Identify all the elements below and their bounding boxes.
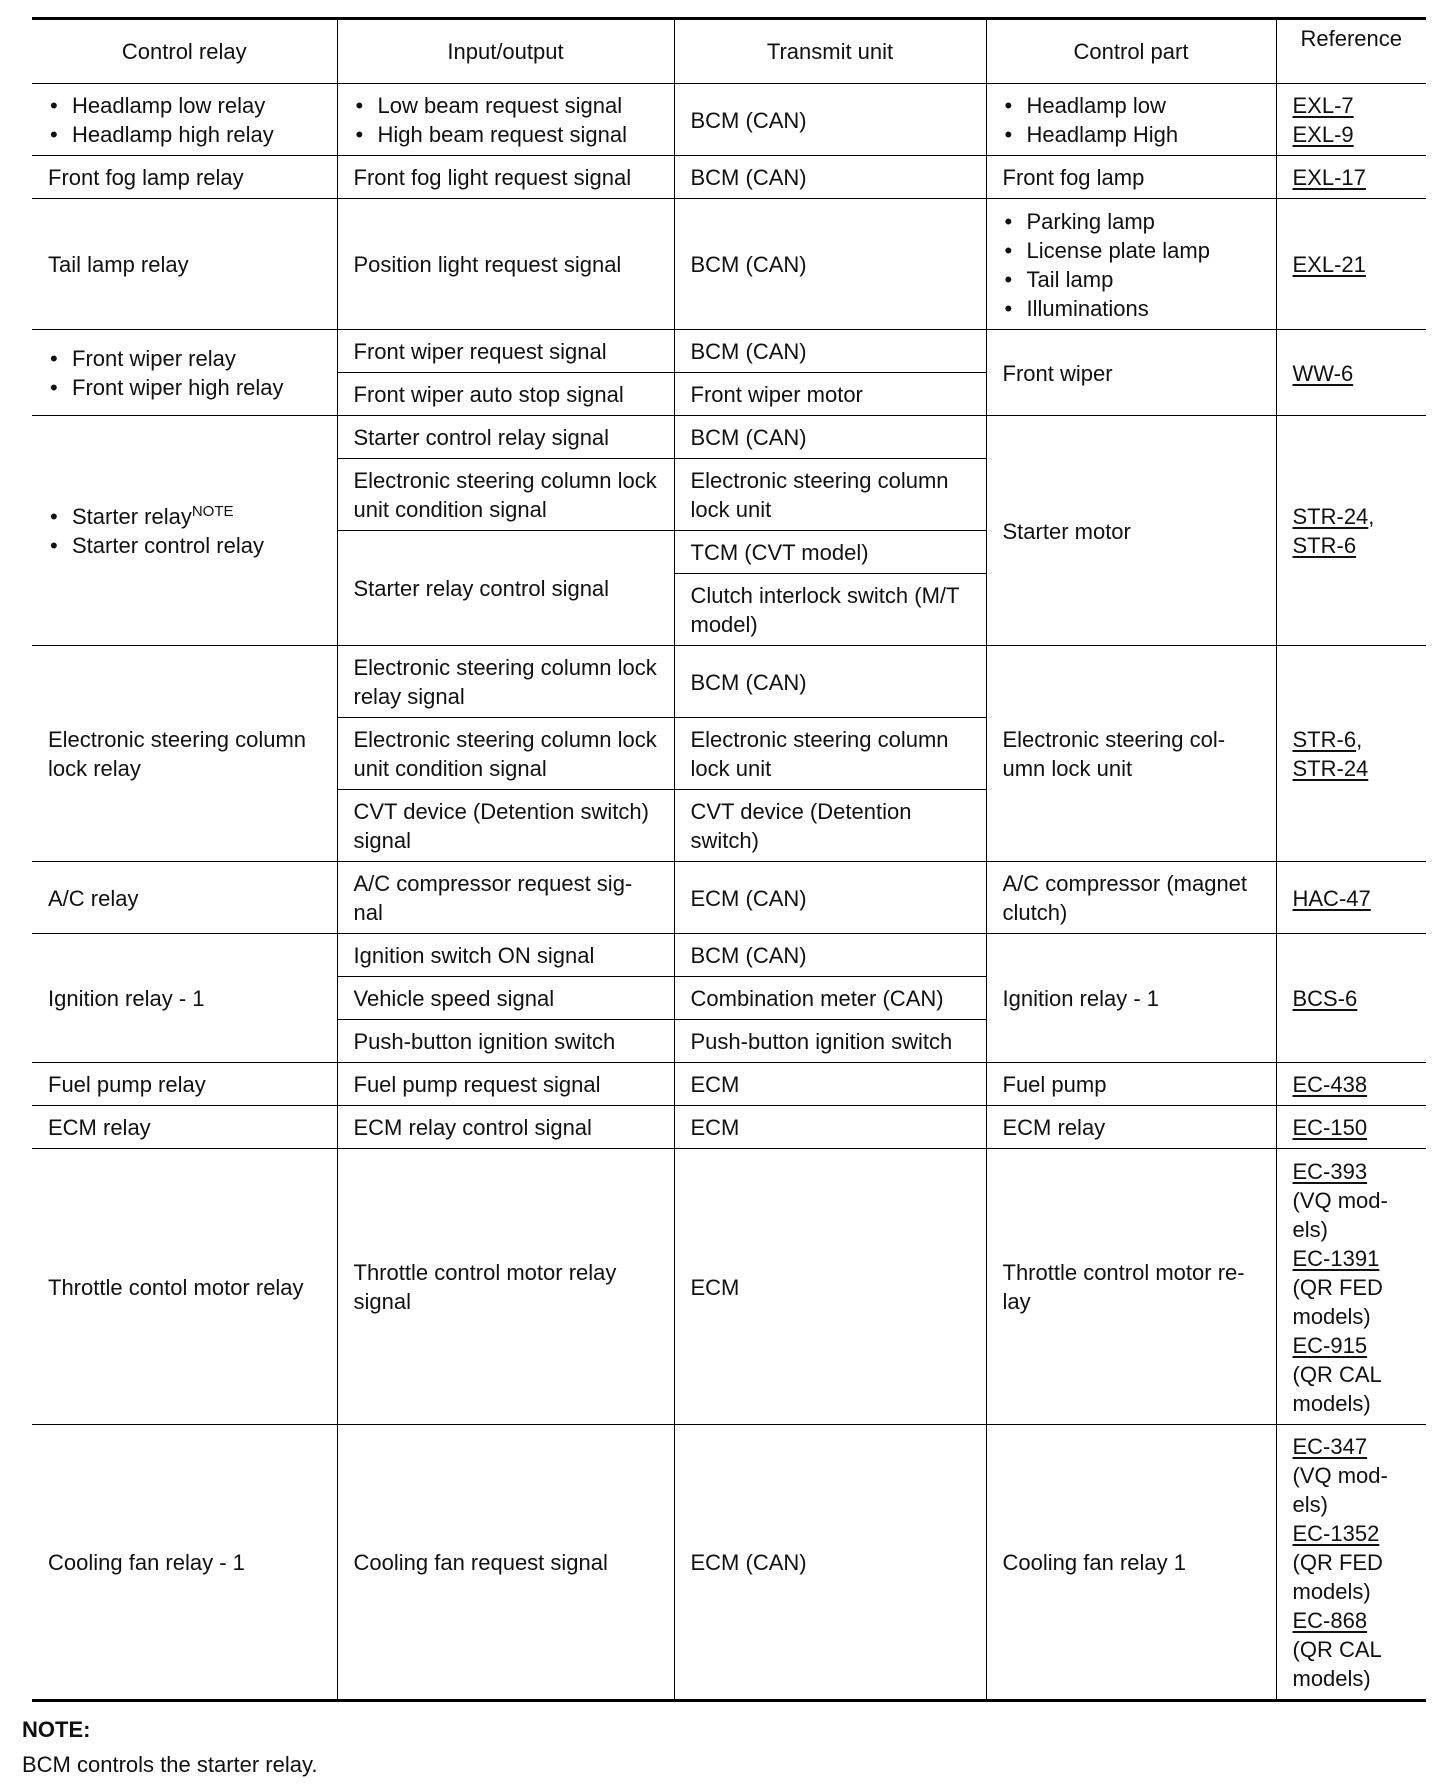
list-item: • Headlamp low relay bbox=[48, 91, 323, 120]
starter-relay-label: Starter relay bbox=[72, 504, 192, 529]
list-item: • Headlamp High bbox=[1003, 120, 1262, 149]
cell-control-relay: A/C relay bbox=[32, 862, 337, 934]
list-item: • Low beam request signal bbox=[354, 91, 660, 120]
cell-transmit-unit: CVT device (Detention switch) bbox=[674, 790, 986, 862]
cell-input-output: Throttle control motor relay signal bbox=[337, 1149, 674, 1425]
cell-input-output: ECM relay control signal bbox=[337, 1106, 674, 1149]
cell-input-output: Ignition switch ON signal bbox=[337, 934, 674, 977]
cell-reference bbox=[1276, 330, 1426, 416]
reference-link[interactable]: BCS-6 bbox=[1292, 986, 1358, 1011]
reference-note: (QR FED models) bbox=[1292, 1550, 1383, 1604]
cell-control-part bbox=[986, 84, 1276, 156]
reference-link[interactable]: EC-1391 bbox=[1292, 1245, 1380, 1271]
cell-input-output: Front wiper auto stop signal bbox=[337, 373, 674, 416]
cell-control-part bbox=[986, 199, 1276, 330]
cell-reference bbox=[1276, 862, 1426, 934]
reference-link[interactable]: STR-24 bbox=[1292, 756, 1369, 781]
table-row bbox=[32, 1149, 1426, 1425]
list-item: • Headlamp low bbox=[1003, 91, 1262, 120]
cell-reference bbox=[1276, 646, 1426, 862]
cell-reference bbox=[1276, 1149, 1426, 1425]
list-item: • Headlamp high relay bbox=[48, 120, 323, 149]
cell-reference bbox=[1276, 84, 1426, 156]
cell-reference bbox=[1276, 1063, 1426, 1106]
table-row bbox=[32, 84, 1426, 156]
list-item: • Tail lamp bbox=[1003, 265, 1262, 294]
cell-input-output: CVT device (Detention switch) signal bbox=[337, 790, 674, 862]
cell-transmit-unit: TCM (CVT model) bbox=[674, 531, 986, 574]
reference-link[interactable]: STR-6 bbox=[1292, 727, 1357, 752]
cell-transmit-unit: BCM (CAN) bbox=[674, 330, 986, 373]
list-item bbox=[48, 502, 323, 531]
header-input-output: Input/output bbox=[337, 19, 674, 84]
cell-control-relay: Ignition relay - 1 bbox=[32, 934, 337, 1063]
header-control-part: Control part bbox=[986, 19, 1276, 84]
cell-control-part: Throttle control motor re-lay bbox=[986, 1149, 1276, 1425]
reference-link[interactable]: EXL-9 bbox=[1292, 122, 1354, 147]
reference-link[interactable]: EXL-17 bbox=[1292, 165, 1366, 190]
cell-input-output: Cooling fan request signal bbox=[337, 1425, 674, 1701]
reference-link[interactable]: STR-6 bbox=[1292, 533, 1357, 558]
table-row bbox=[32, 862, 1426, 934]
cell-input-output: Fuel pump request signal bbox=[337, 1063, 674, 1106]
cell-transmit-unit: BCM (CAN) bbox=[674, 416, 986, 459]
reference-separator: , bbox=[1368, 504, 1375, 529]
cell-transmit-unit: ECM (CAN) bbox=[674, 1425, 986, 1701]
cell-control-part: Front fog lamp bbox=[986, 156, 1276, 199]
reference-note: (VQ mod-els) bbox=[1292, 1187, 1388, 1242]
list-item: • Parking lamp bbox=[1003, 207, 1262, 236]
cell-input-output: Front wiper request signal bbox=[337, 330, 674, 373]
cell-input-output: Electronic steering column lock relay signal bbox=[337, 646, 674, 718]
cell-transmit-unit: BCM (CAN) bbox=[674, 646, 986, 718]
cell-transmit-unit: ECM bbox=[674, 1106, 986, 1149]
cell-control-part: Ignition relay - 1 bbox=[986, 934, 1276, 1063]
cell-control-part: Fuel pump bbox=[986, 1063, 1276, 1106]
reference-separator: , bbox=[1356, 727, 1363, 752]
cell-input-output: Electronic steering column lock unit condition signal bbox=[337, 718, 674, 790]
cell-transmit-unit: Combination meter (CAN) bbox=[674, 977, 986, 1020]
table-row bbox=[32, 1425, 1426, 1701]
cell-transmit-unit: BCM (CAN) bbox=[674, 156, 986, 199]
list-item: • Starter control relay bbox=[48, 531, 323, 560]
cell-reference bbox=[1276, 934, 1426, 1063]
cell-control-relay: Fuel pump relay bbox=[32, 1063, 337, 1106]
reference-link[interactable]: EC-438 bbox=[1292, 1072, 1368, 1097]
cell-transmit-unit: BCM (CAN) bbox=[674, 934, 986, 977]
cell-control-relay: Cooling fan relay - 1 bbox=[32, 1425, 337, 1701]
reference-link[interactable]: HAC-47 bbox=[1292, 885, 1371, 911]
reference-note: (QR CAL models) bbox=[1292, 1637, 1381, 1691]
cell-control-relay: ECM relay bbox=[32, 1106, 337, 1149]
cell-control-relay: Front fog lamp relay bbox=[32, 156, 337, 199]
cell-control-part: ECM relay bbox=[986, 1106, 1276, 1149]
list-item: • Illuminations bbox=[1003, 294, 1262, 323]
reference-note: (QR FED models) bbox=[1292, 1274, 1383, 1329]
header-reference: Reference bbox=[1276, 19, 1426, 84]
list-item: • Front wiper relay bbox=[48, 344, 323, 373]
cell-control-relay bbox=[32, 330, 337, 416]
reference-link[interactable]: STR-24 bbox=[1292, 504, 1369, 529]
document-page bbox=[32, 17, 1426, 1702]
cell-reference bbox=[1276, 156, 1426, 199]
cell-control-part: A/C compressor (magnet clutch) bbox=[986, 862, 1276, 934]
cell-input-output: Front fog light request signal bbox=[337, 156, 674, 199]
cell-transmit-unit: Push-button ignition switch bbox=[674, 1020, 986, 1063]
cell-transmit-unit: Front wiper motor bbox=[674, 373, 986, 416]
cell-transmit-unit: BCM (CAN) bbox=[674, 84, 986, 156]
note-text: BCM controls the starter relay. bbox=[22, 1752, 318, 1777]
cell-input-output bbox=[337, 84, 674, 156]
cell-control-relay: Electronic steering column lock relay bbox=[32, 646, 337, 862]
reference-link[interactable]: EXL-21 bbox=[1292, 252, 1366, 277]
cell-input-output: Push-button ignition switch bbox=[337, 1020, 674, 1063]
note-heading: NOTE: bbox=[22, 1717, 91, 1742]
header-transmit-unit: Transmit unit bbox=[674, 19, 986, 84]
table-row bbox=[32, 330, 1426, 373]
table-row bbox=[32, 156, 1426, 199]
reference-link[interactable]: EXL-7 bbox=[1292, 93, 1354, 118]
cell-control-relay bbox=[32, 84, 337, 156]
list-item: • License plate lamp bbox=[1003, 236, 1262, 265]
reference-link[interactable]: WW-6 bbox=[1292, 360, 1354, 386]
table-row bbox=[32, 1106, 1426, 1149]
cell-control-relay: Throttle contol motor relay bbox=[32, 1149, 337, 1425]
cell-transmit-unit: Clutch interlock switch (M/T model) bbox=[674, 574, 986, 646]
cell-input-output: Electronic steering column lock unit condition signal bbox=[337, 459, 674, 531]
table-row bbox=[32, 1063, 1426, 1106]
reference-link[interactable]: EC-868 bbox=[1292, 1608, 1368, 1633]
cell-control-part: Cooling fan relay 1 bbox=[986, 1425, 1276, 1701]
cell-transmit-unit: ECM bbox=[674, 1063, 986, 1106]
cell-input-output: A/C compressor request sig-nal bbox=[337, 862, 674, 934]
reference-link[interactable]: EC-915 bbox=[1292, 1332, 1368, 1358]
cell-control-part: Front wiper bbox=[986, 330, 1276, 416]
cell-transmit-unit: Electronic steering column lock unit bbox=[674, 459, 986, 531]
cell-control-relay bbox=[32, 416, 337, 646]
header-control-relay: Control relay bbox=[32, 19, 337, 84]
cell-reference bbox=[1276, 199, 1426, 330]
table-row bbox=[32, 934, 1426, 977]
table-row bbox=[32, 199, 1426, 330]
control-relay-table bbox=[32, 17, 1426, 1702]
list-item: • High beam request signal bbox=[354, 120, 660, 149]
note-superscript: NOTE bbox=[191, 503, 234, 520]
table-row bbox=[32, 646, 1426, 718]
cell-control-part: Electronic steering col-umn lock unit bbox=[986, 646, 1276, 862]
table-header-row bbox=[32, 19, 1426, 84]
list-item: • Front wiper high relay bbox=[48, 373, 323, 402]
reference-link[interactable]: EC-347 bbox=[1292, 1434, 1368, 1459]
reference-note: (QR CAL models) bbox=[1292, 1361, 1381, 1416]
reference-link[interactable]: EC-1352 bbox=[1292, 1521, 1380, 1546]
cell-reference bbox=[1276, 416, 1426, 646]
table-row bbox=[32, 416, 1426, 459]
cell-reference bbox=[1276, 1106, 1426, 1149]
reference-link[interactable]: EC-393 bbox=[1292, 1158, 1368, 1184]
reference-note: (VQ mod-els) bbox=[1292, 1463, 1388, 1517]
reference-link[interactable]: EC-150 bbox=[1292, 1115, 1368, 1140]
cell-transmit-unit: Electronic steering column lock unit bbox=[674, 718, 986, 790]
cell-reference bbox=[1276, 1425, 1426, 1701]
cell-input-output: Starter control relay signal bbox=[337, 416, 674, 459]
cell-transmit-unit: BCM (CAN) bbox=[674, 199, 986, 330]
cell-control-relay: Tail lamp relay bbox=[32, 199, 337, 330]
cell-input-output: Vehicle speed signal bbox=[337, 977, 674, 1020]
cell-control-part: Starter motor bbox=[986, 416, 1276, 646]
cell-transmit-unit: ECM (CAN) bbox=[674, 862, 986, 934]
cell-transmit-unit: ECM bbox=[674, 1149, 986, 1425]
cell-input-output: Starter relay control signal bbox=[337, 531, 674, 646]
cell-input-output: Position light request signal bbox=[337, 199, 674, 330]
